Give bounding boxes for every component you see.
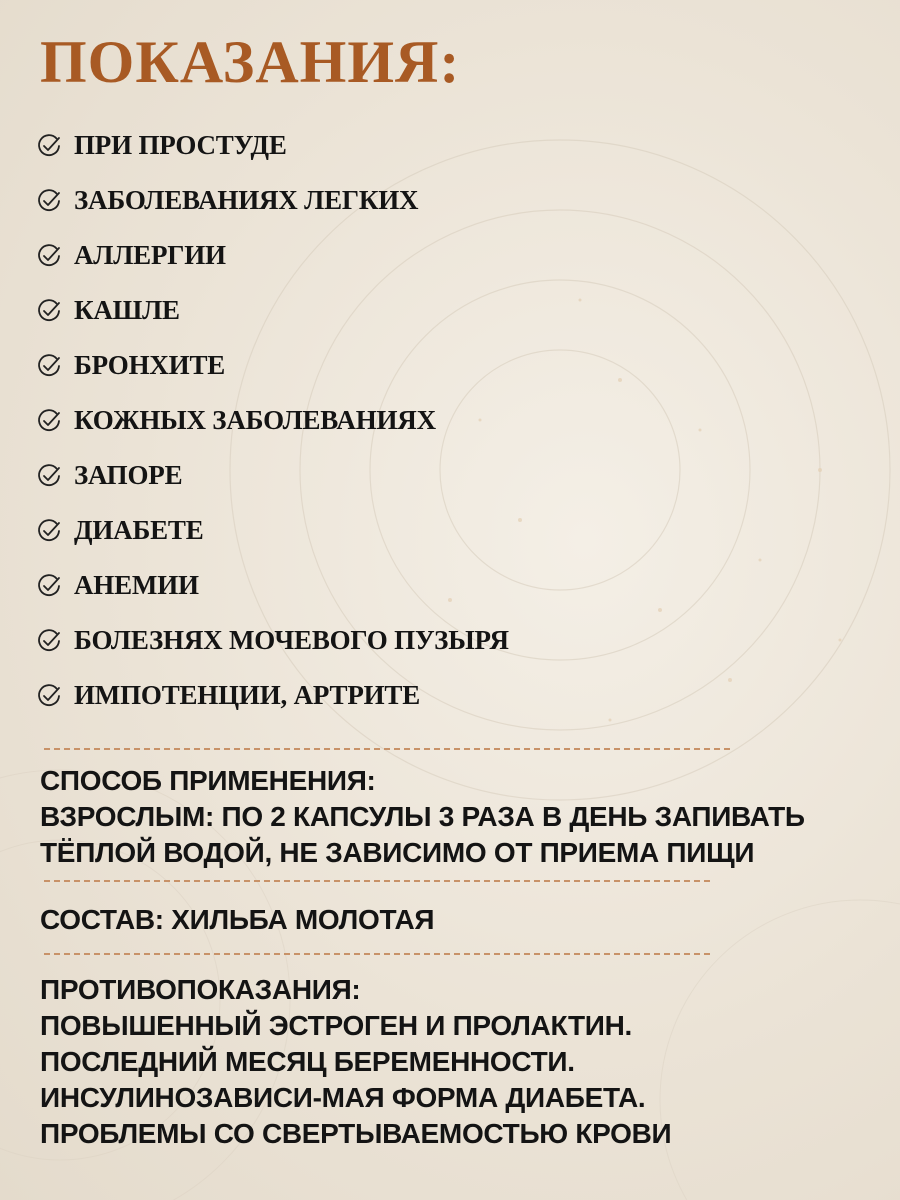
- list-item: [36, 228, 509, 283]
- contraindication-line: ИНСУЛИНОЗАВИСИ-МАЯ ФОРМА ДИАБЕТА.: [40, 1082, 646, 1113]
- check-circle-icon: [36, 408, 62, 434]
- usage-line: ТЁПЛОЙ ВОДОЙ, НЕ ЗАВИСИМО ОТ ПРИЕМА ПИЩИ: [40, 837, 755, 868]
- usage-heading: СПОСОБ ПРИМЕНЕНИЯ:: [40, 765, 376, 796]
- list-item: [36, 173, 509, 228]
- usage-section: [40, 763, 805, 871]
- check-circle-icon: [36, 573, 62, 599]
- check-circle-icon: [36, 628, 62, 654]
- page-title: ПОКАЗАНИЯ:: [40, 29, 461, 95]
- list-item-label: БРОНХИТЕ: [74, 350, 226, 380]
- check-circle-icon: [36, 353, 62, 379]
- contraindication-line: ПРОБЛЕМЫ СО СВЕРТЫВАЕМОСТЬЮ КРОВИ: [40, 1118, 672, 1149]
- section-divider: [44, 880, 710, 882]
- list-item-label: АНЕМИИ: [74, 570, 199, 600]
- composition-section: [40, 902, 434, 938]
- list-item-label: ЗАБОЛЕВАНИЯХ ЛЕГКИХ: [74, 185, 419, 215]
- list-item: [36, 118, 509, 173]
- usage-line: ВЗРОСЛЫМ: ПО 2 КАПСУЛЫ 3 РАЗА В ДЕНЬ ЗАПИВАТЬ: [40, 801, 805, 832]
- list-item-label: ДИАБЕТЕ: [74, 515, 204, 545]
- section-divider: [44, 748, 730, 750]
- list-item-label: БОЛЕЗНЯХ МОЧЕВОГО ПУЗЫРЯ: [74, 625, 509, 655]
- list-item: [36, 448, 509, 503]
- list-item: [36, 613, 509, 668]
- list-item-label: ЗАПОРЕ: [74, 460, 183, 490]
- list-item: [36, 393, 509, 448]
- check-circle-icon: [36, 683, 62, 709]
- contraindication-line: ПОСЛЕДНИЙ МЕСЯЦ БЕРЕМЕННОСТИ.: [40, 1046, 575, 1077]
- check-circle-icon: [36, 188, 62, 214]
- list-item: [36, 338, 509, 393]
- list-item: [36, 503, 509, 558]
- section-divider: [44, 953, 710, 955]
- contraindications-section: [40, 972, 671, 1152]
- list-item-label: КОЖНЫХ ЗАБОЛЕВАНИЯХ: [74, 405, 436, 435]
- indications-list: [36, 118, 509, 723]
- list-item-label: КАШЛЕ: [74, 295, 180, 325]
- list-item: [36, 558, 509, 613]
- list-item-label: ПРИ ПРОСТУДЕ: [74, 130, 287, 160]
- list-item: [36, 668, 509, 723]
- contraindications-heading: ПРОТИВОПОКАЗАНИЯ:: [40, 974, 361, 1005]
- check-circle-icon: [36, 518, 62, 544]
- contraindication-line: ПОВЫШЕННЫЙ ЭСТРОГЕН И ПРОЛАКТИН.: [40, 1010, 632, 1041]
- check-circle-icon: [36, 243, 62, 269]
- check-circle-icon: [36, 463, 62, 489]
- list-item: [36, 283, 509, 338]
- composition-text: СОСТАВ: ХИЛЬБА МОЛОТАЯ: [40, 904, 435, 935]
- list-item-label: АЛЛЕРГИИ: [74, 240, 226, 270]
- check-circle-icon: [36, 298, 62, 324]
- check-circle-icon: [36, 133, 62, 159]
- list-item-label: ИМПОТЕНЦИИ, АРТРИТЕ: [74, 680, 421, 710]
